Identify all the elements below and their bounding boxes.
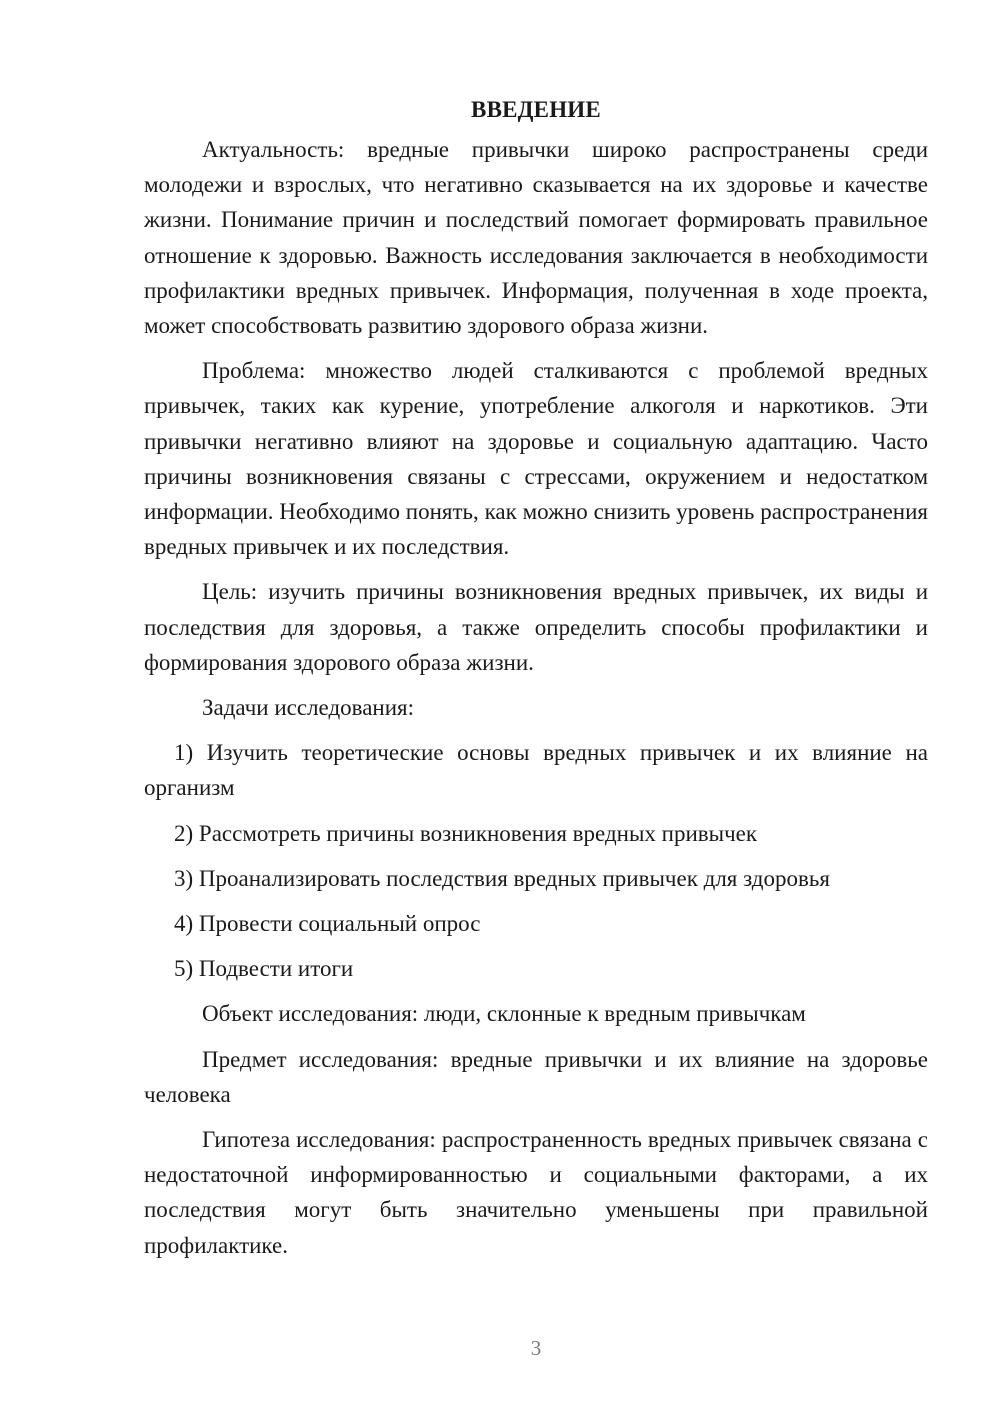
page-number: 3 (530, 1336, 542, 1360)
task-item: 1) Изучить теоретические основы вредных привычек и их влияние на организм (144, 740, 928, 801)
goal-paragraph: Цель: изучить причины возникновения вредных привычек, их виды и последствия для здоровья, а также определить способы профилактики и формирования здорового образа жизни. (144, 579, 928, 675)
object-paragraph: Объект исследования: люди, склонные к вредным привычкам (202, 1001, 806, 1027)
tasks-title: Задачи исследования: (202, 695, 415, 721)
task-item: 3) Проанализировать последствия вредных привычек для здоровья (174, 865, 830, 891)
task-item: 2) Рассмотреть причины возникновения вредных привычек (174, 820, 758, 846)
hypothesis-paragraph: Гипотеза исследования: распространенность вредных привычек связана с недостаточной информированностью и социальными факторами, а их последствия могут быть значительно уменьшены при правильной профилактике. (144, 1127, 928, 1258)
problem-paragraph: Проблема: множество людей сталкиваются с проблемой вредных привычек, таких как курение, употребление алкоголя и наркотиков. Эти привычки негативно влияют на здоровье и социальную адаптацию. Часто причины возникновения связаны с стрессами, окружением и недостатком информации. Необходимо понять, как можно снизить уровень распространения вредных привычек и их последствия. (144, 358, 928, 560)
relevance-paragraph: Актуальность: вредные привычки широко распространены среди молодежи и взрослых, что негативно сказывается на их здоровье и качестве жизни. Понимание причин и последствий помогает формировать правильное отношение к здоровью. Важность исследования заключается в необходимости профилактики вредных привычек. Информация, полученная в ходе проекта, может способствовать развитию здорового образа жизни. (144, 137, 928, 339)
task-item: 4) Провести социальный опрос (174, 911, 481, 937)
task-item: 5) Подвести итоги (174, 956, 354, 982)
section-heading: ВВЕДЕНИЕ (471, 97, 601, 122)
tasks-list (144, 735, 928, 986)
page-content (144, 92, 928, 1273)
subject-paragraph: Предмет исследования: вредные привычки и их влияние на здоровье человека (144, 1046, 928, 1107)
